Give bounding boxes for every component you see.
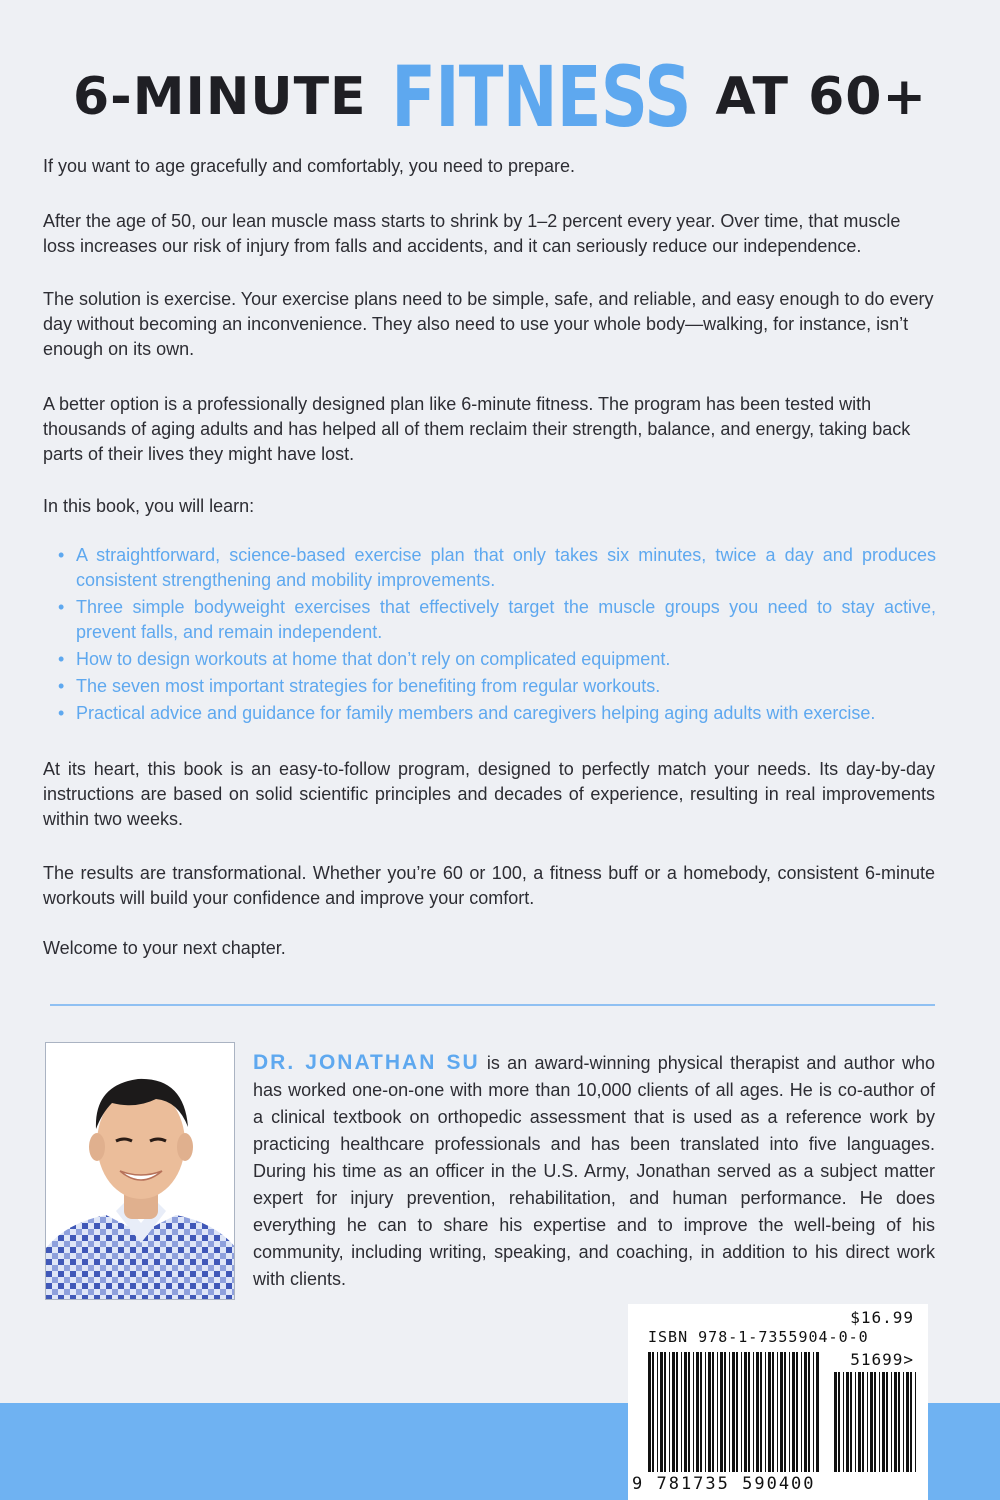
barcode-icon: [628, 1304, 928, 1500]
intro-paragraph-3: The solution is exercise. Your exercise plans need to be simple, safe, and reliable, and easy enough to do every day without becoming an inconvenience. They also need to use your whole body—walking, for instance, isn’t enough on its own.: [43, 289, 934, 359]
intro-paragraph-2: After the age of 50, our lean muscle mass starts to shrink by 1–2 percent every year. Over time, that muscle loss increases our risk of injury from falls and accidents, and it can seriously reduce our independence.: [43, 211, 901, 256]
learning-bullet-list: [58, 543, 936, 728]
list-item: • A straightforward, science-based exercise plan that only takes six minutes, twice a day and produces consistent strengthening and mobility improvements.: [58, 545, 936, 590]
author-photo: [45, 1042, 235, 1300]
list-item: • How to design workouts at home that don’t rely on complicated equipment.: [58, 647, 936, 672]
barcode-digits: 9 781735 590400: [632, 1474, 816, 1494]
title-part-2: AT 60+: [715, 67, 928, 127]
barcode-panel: [628, 1304, 928, 1500]
title-part-1: 6-MINUTE: [72, 67, 367, 127]
author-bio: [253, 1049, 935, 1293]
bullet-icon: •: [58, 649, 65, 669]
list-item: • Three simple bodyweight exercises that effectively target the muscle groups you need to stay active, prevent falls, and remain independent.: [58, 597, 936, 642]
price-label: $16.99: [850, 1308, 914, 1327]
closing-line: Welcome to your next chapter.: [43, 938, 286, 958]
intro-paragraph-1: If you want to age gracefully and comfortably, you need to prepare.: [43, 156, 575, 176]
section-divider: [50, 1004, 935, 1006]
outro-paragraph-2: The results are transformational. Whether you’re 60 or 100, a fitness buff or a homebody, consistent 6-minute workouts will build your confidence and improve your comfort.: [43, 863, 935, 908]
addon-code: 51699>: [850, 1350, 914, 1369]
list-item: • Practical advice and guidance for family members and caregivers helping aging adults with exercise.: [58, 701, 936, 726]
book-title: [0, 48, 1000, 146]
author-name: DR. JONATHAN SU: [253, 1051, 480, 1074]
author-bio-text: is an award-winning physical therapist and author who has worked one-on-one with more than 10,000 clients of all ages. He is co-author of a clinical textbook on orthopedic assessment that is used as a reference work by practicing healthcare professionals and has been translated into five languages. During his time as an officer in the U.S. Army, Jonathan served as a subject matter expert for injury prevention, rehabilitation, and human performance. He does everything he can to share his expertise and to improve the well-being of his community, including writing, speaking, and coaching, in addition to his direct work with clients.: [253, 1053, 936, 1289]
intro-paragraph-4: A better option is a professionally designed plan like 6-minute fitness. The program has been tested with thousands of aging adults and has helped all of them reclaim their strength, balance, and energy, taking back parts of their lives they might have lost.: [43, 394, 911, 464]
learn-heading: In this book, you will learn:: [43, 496, 255, 516]
title-accent: FITNESS: [391, 48, 691, 146]
bullet-icon: •: [58, 676, 65, 696]
bullet-icon: •: [58, 545, 65, 565]
bullet-icon: •: [58, 703, 65, 723]
list-item: • The seven most important strategies for benefiting from regular workouts.: [58, 674, 936, 699]
outro-paragraph-1: At its heart, this book is an easy-to-follow program, designed to perfectly match your needs. Its day-by-day instructions are based on solid scientific principles and decades of experience, resulting in real improvements within two weeks.: [43, 759, 935, 829]
bullet-icon: •: [58, 597, 65, 617]
isbn-label: ISBN 978-1-7355904-0-0: [648, 1328, 869, 1346]
